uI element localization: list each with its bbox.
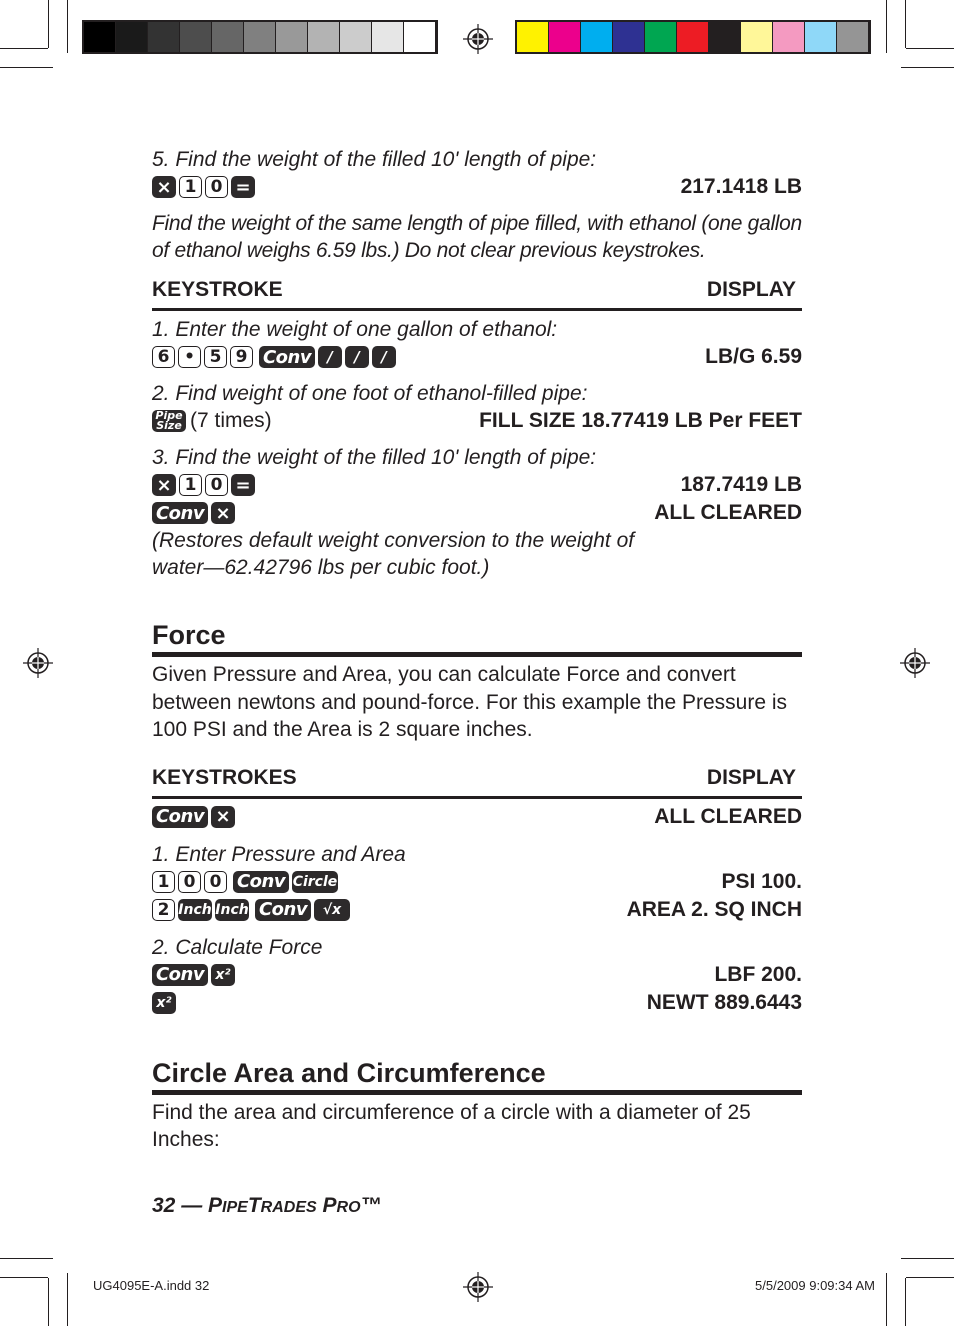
color-swatch <box>276 22 308 52</box>
display-header: DISPLAY <box>706 765 796 789</box>
force-step1-row1 <box>152 868 802 896</box>
force-step2-row1 <box>152 961 802 989</box>
page-number: 32 — <box>152 1194 209 1217</box>
color-swatch <box>116 22 148 52</box>
crop-mark <box>905 0 906 48</box>
divide-key: / <box>318 346 342 368</box>
step3-display: 187.7419 LB <box>680 473 802 496</box>
keystrokes-header: KEYSTROKES <box>152 765 297 789</box>
conv-key: Conv <box>152 806 208 828</box>
footer-title-t: T <box>247 1194 261 1217</box>
conv-key: Conv <box>152 502 208 524</box>
force-step2-keys1 <box>152 963 235 987</box>
footer-title-ipe: IPE <box>222 1199 248 1216</box>
footer-title-ro: RO <box>336 1199 361 1216</box>
inch-key: Inch <box>215 899 249 921</box>
digit-key-6: 6 <box>152 346 175 368</box>
step1-keys <box>152 345 396 369</box>
force-step1-keys2 <box>152 898 350 922</box>
registration-mark-icon <box>23 648 53 678</box>
force-step1-prompt: 1. Enter Pressure and Area <box>152 842 406 866</box>
color-swatch <box>645 22 677 52</box>
crop-mark <box>67 1273 68 1326</box>
digit-key-9: 9 <box>230 346 253 368</box>
force-table-header <box>152 766 802 799</box>
crop-mark <box>901 67 954 68</box>
footer-title-p2: P <box>322 1194 337 1217</box>
ethanol-intro: Find the weight of the same length of pipe filled, with ethanol (one gallon of ethanol weighs 6.59 lbs.) Do not clear previous keystrokes. <box>152 212 802 262</box>
force-lbf-display: LBF 200. <box>714 962 802 986</box>
digit-key-0: 0 <box>205 176 228 198</box>
force-paragraph: Given Pressure and Area, you can calculate Force and convert between newtons and pound-force. For this example the Pressure is 100 PSI and the Area is 2 square inches. <box>152 663 788 741</box>
crop-mark <box>901 1258 954 1259</box>
step3-prompt: 3. Find the weight of the filled 10' length of pipe: <box>152 446 597 469</box>
step2-note: (7 times) <box>190 409 272 432</box>
crop-mark <box>886 0 887 53</box>
color-swatch <box>517 22 549 52</box>
registration-mark-icon <box>463 1272 493 1302</box>
step1-display: LB/G 6.59 <box>705 345 802 368</box>
grayscale-color-bar <box>82 20 438 54</box>
color-swatch <box>581 22 613 52</box>
force-area-display: AREA 2. SQ INCH <box>626 897 802 921</box>
color-swatch <box>308 22 340 52</box>
crop-mark <box>48 0 49 48</box>
footer-title-p: P <box>208 1194 223 1217</box>
inch-key: Inch <box>178 899 212 921</box>
color-swatch <box>613 22 645 52</box>
crop-mark <box>0 48 48 49</box>
step1-row <box>152 343 802 371</box>
crop-mark <box>906 48 954 49</box>
conv-key: Conv <box>152 964 208 986</box>
process-color-bar <box>515 20 871 54</box>
force-step1-keys1 <box>152 870 338 894</box>
force-step2-keys2 <box>152 991 176 1015</box>
digit-key-0: 0 <box>178 871 201 893</box>
digit-key-1: 1 <box>152 871 175 893</box>
step3-row <box>152 471 802 499</box>
circle-section-title: Circle Area and Circumference <box>152 1057 802 1095</box>
force-psi-display: PSI 100. <box>721 869 802 893</box>
x-squared-key: x² <box>211 964 235 986</box>
keystroke-header: KEYSTROKE <box>152 278 283 301</box>
pipe-size-key: Pipe Size <box>152 410 186 432</box>
square-root-key: √x <box>314 899 350 921</box>
force-step2-row2 <box>152 989 802 1017</box>
x-squared-key: x² <box>152 992 176 1014</box>
step5-display: 217.1418 LB <box>680 175 802 198</box>
equals-key: = <box>231 176 255 198</box>
force-clear-row <box>152 803 802 831</box>
slug-filename: UG4095E-A.indd 32 <box>93 1278 210 1293</box>
decimal-key: • <box>178 346 201 368</box>
force-section-title: Force <box>152 619 802 657</box>
color-swatch <box>404 22 436 52</box>
force-step2-prompt: 2. Calculate Force <box>152 935 323 959</box>
page-content <box>152 146 802 1154</box>
crop-mark <box>0 1258 53 1259</box>
force-clear-keys <box>152 805 235 829</box>
color-swatch <box>244 22 276 52</box>
color-swatch <box>837 22 869 52</box>
clear-display: ALL CLEARED <box>654 501 802 524</box>
registration-mark-icon <box>900 648 930 678</box>
restore-remark-line1: (Restores default weight conversion to the weight of <box>152 529 635 552</box>
multiply-key: × <box>152 474 176 496</box>
conv-key: Conv <box>233 871 289 893</box>
digit-key-0: 0 <box>204 871 227 893</box>
step5-keys <box>152 175 255 199</box>
crop-mark <box>0 1277 48 1278</box>
step5-prompt: 5. Find the weight of the filled 10' length of pipe: <box>152 148 597 171</box>
step2-row <box>152 407 802 435</box>
crop-mark <box>905 1278 906 1326</box>
divide-key: / <box>345 346 369 368</box>
clear-keys <box>152 501 235 525</box>
multiply-key: × <box>211 502 235 524</box>
digit-key-0: 0 <box>205 474 228 496</box>
conv-key: Conv <box>259 346 315 368</box>
digit-key-1: 1 <box>179 176 202 198</box>
color-swatch <box>212 22 244 52</box>
force-clear-display: ALL CLEARED <box>654 804 802 828</box>
clear-row <box>152 499 802 527</box>
color-swatch <box>805 22 837 52</box>
step3-keys <box>152 473 255 497</box>
multiply-key: × <box>211 806 235 828</box>
page-footer <box>152 1194 382 1218</box>
trademark: ™ <box>360 1194 382 1217</box>
multiply-key: × <box>152 176 176 198</box>
digit-key-1: 1 <box>179 474 202 496</box>
color-swatch <box>677 22 709 52</box>
footer-title-rades: RADES <box>260 1199 317 1216</box>
divide-key: / <box>372 346 396 368</box>
display-header: DISPLAY <box>706 278 796 301</box>
step2-prompt: 2. Find weight of one foot of ethanol-filled pipe: <box>152 382 588 405</box>
color-swatch <box>340 22 372 52</box>
step2-display: FILL SIZE 18.77419 LB Per FEET <box>479 409 802 432</box>
color-swatch <box>741 22 773 52</box>
step2-keys <box>152 409 186 433</box>
circle-key: Circle <box>292 871 338 893</box>
crop-mark <box>906 1277 954 1278</box>
table1-header <box>152 278 802 311</box>
conv-key: Conv <box>255 899 311 921</box>
digit-key-2: 2 <box>152 899 175 921</box>
step5-row <box>152 173 802 201</box>
force-step1-row2 <box>152 896 802 924</box>
crop-mark <box>67 0 68 53</box>
registration-mark-icon <box>463 24 493 54</box>
color-swatch <box>148 22 180 52</box>
circle-paragraph: Find the area and circumference of a circle with a diameter of 25 Inches: <box>152 1100 751 1151</box>
color-swatch <box>773 22 805 52</box>
color-swatch <box>180 22 212 52</box>
crop-mark <box>0 67 53 68</box>
color-swatch <box>372 22 404 52</box>
restore-remark-line2: water—62.42796 lbs per cubic foot.) <box>152 556 490 579</box>
slug-timestamp: 5/5/2009 9:09:34 AM <box>755 1278 875 1293</box>
step1-prompt: 1. Enter the weight of one gallon of ethanol: <box>152 318 558 341</box>
digit-key-5: 5 <box>204 346 227 368</box>
crop-mark <box>886 1273 887 1326</box>
color-swatch <box>549 22 581 52</box>
force-newt-display: NEWT 889.6443 <box>646 990 802 1014</box>
color-swatch <box>84 22 116 52</box>
equals-key: = <box>231 474 255 496</box>
crop-mark <box>48 1278 49 1326</box>
color-swatch <box>709 22 741 52</box>
